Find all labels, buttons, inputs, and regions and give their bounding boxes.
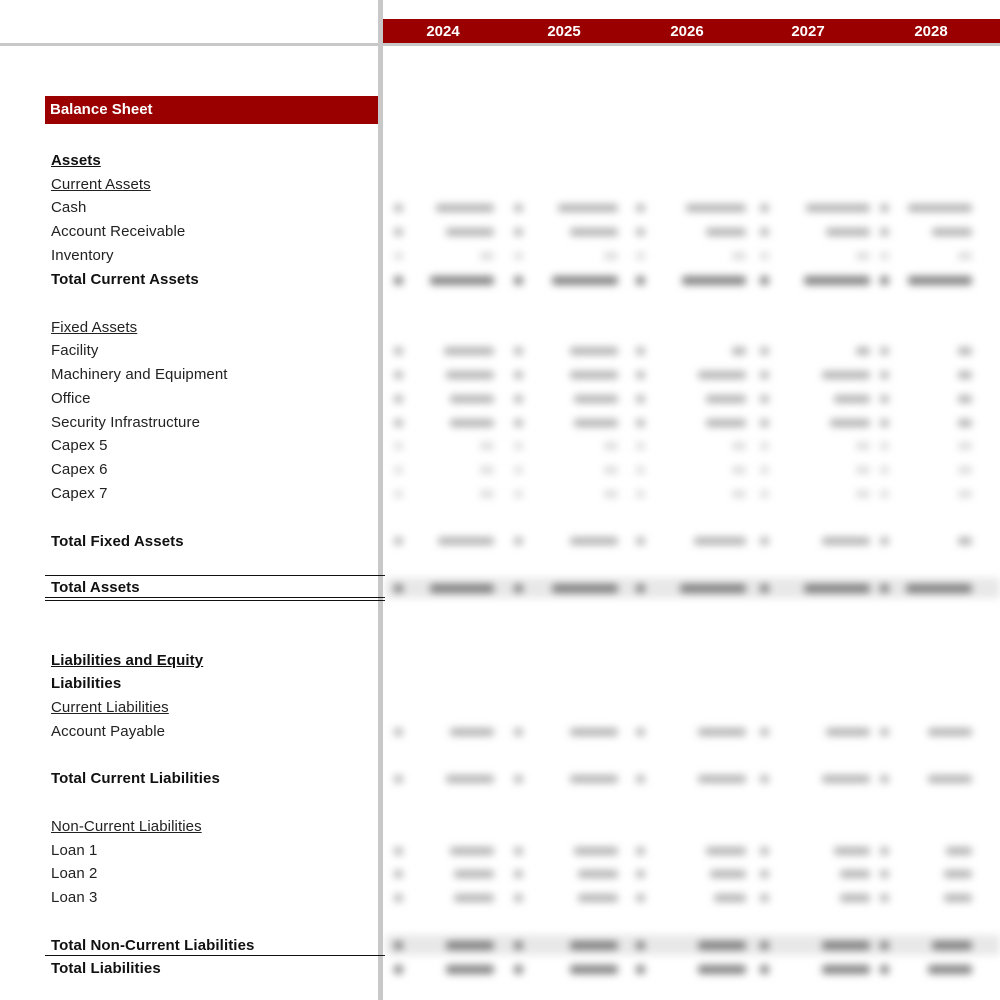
blurred-dollar-sign bbox=[636, 584, 645, 593]
blurred-value-cell bbox=[454, 894, 494, 902]
blurred-value-cell bbox=[840, 894, 870, 902]
row-fixed-assets: Fixed Assets bbox=[51, 319, 138, 336]
row-machinery: Machinery and Equipment bbox=[51, 366, 228, 383]
blurred-value-cell bbox=[822, 775, 870, 783]
blurred-dollar-sign bbox=[636, 537, 645, 545]
blurred-value-cell bbox=[578, 870, 618, 878]
blurred-dollar-sign bbox=[394, 941, 403, 950]
blurred-value-cell bbox=[454, 870, 494, 878]
blurred-dollar-sign bbox=[880, 894, 889, 902]
blurred-value-cell bbox=[958, 466, 972, 474]
blurred-dollar-sign bbox=[880, 728, 889, 736]
frozen-column-divider bbox=[378, 0, 383, 1000]
blurred-value-cell bbox=[710, 870, 746, 878]
blurred-value-cell bbox=[826, 228, 870, 236]
blurred-value-cell bbox=[604, 466, 618, 474]
blurred-dollar-sign bbox=[760, 252, 769, 260]
blurred-dollar-sign bbox=[760, 894, 769, 902]
blurred-value-cell bbox=[430, 276, 494, 285]
blurred-value-cell bbox=[570, 941, 618, 950]
row-loan-2: Loan 2 bbox=[51, 865, 98, 882]
blurred-value-cell bbox=[822, 965, 870, 974]
blurred-value-cell bbox=[446, 228, 494, 236]
blurred-value-cell bbox=[928, 965, 972, 974]
blurred-value-cell bbox=[604, 252, 618, 260]
blurred-dollar-sign bbox=[880, 276, 889, 285]
blurred-dollar-sign bbox=[514, 276, 523, 285]
blurred-dollar-sign bbox=[636, 870, 645, 878]
blurred-value-cell bbox=[446, 371, 494, 379]
blurred-value-cell bbox=[480, 490, 494, 498]
blurred-dollar-sign bbox=[636, 228, 645, 236]
blurred-dollar-sign bbox=[636, 419, 645, 427]
blurred-value-cell bbox=[856, 442, 870, 450]
blurred-dollar-sign bbox=[880, 965, 889, 974]
blurred-dollar-sign bbox=[880, 584, 889, 593]
blurred-value-cell bbox=[946, 847, 972, 855]
blurred-dollar-sign bbox=[636, 847, 645, 855]
row-loan-1: Loan 1 bbox=[51, 842, 98, 859]
blurred-dollar-sign bbox=[880, 347, 889, 355]
blurred-dollar-sign bbox=[514, 204, 523, 212]
blurred-dollar-sign bbox=[514, 466, 523, 474]
row-current-liabilities: Current Liabilities bbox=[51, 699, 169, 716]
blurred-dollar-sign bbox=[514, 419, 523, 427]
blurred-value-cell bbox=[958, 419, 972, 427]
blurred-dollar-sign bbox=[514, 870, 523, 878]
blurred-value-cell bbox=[732, 442, 746, 450]
blurred-value-cell bbox=[570, 775, 618, 783]
blurred-value-cell bbox=[444, 347, 494, 355]
blurred-value-cell bbox=[574, 419, 618, 427]
row-capex-5: Capex 5 bbox=[51, 437, 108, 454]
row-total-fixed-assets: Total Fixed Assets bbox=[51, 533, 184, 550]
blurred-dollar-sign bbox=[880, 228, 889, 236]
blurred-value-cell bbox=[438, 537, 494, 545]
blurred-value-cell bbox=[906, 584, 972, 593]
blurred-dollar-sign bbox=[394, 870, 403, 878]
blurred-dollar-sign bbox=[514, 490, 523, 498]
blurred-dollar-sign bbox=[880, 395, 889, 403]
blurred-value-cell bbox=[480, 466, 494, 474]
blurred-dollar-sign bbox=[636, 204, 645, 212]
blurred-value-cell bbox=[604, 490, 618, 498]
blurred-dollar-sign bbox=[636, 347, 645, 355]
blurred-value-cell bbox=[822, 941, 870, 950]
blurred-value-cell bbox=[932, 941, 972, 950]
blurred-dollar-sign bbox=[514, 347, 523, 355]
blurred-value-cell bbox=[698, 941, 746, 950]
blurred-dollar-sign bbox=[760, 584, 769, 593]
blurred-dollar-sign bbox=[636, 490, 645, 498]
row-total-current-liabilities: Total Current Liabilities bbox=[51, 770, 220, 787]
row-non-current-liabilities: Non-Current Liabilities bbox=[51, 818, 202, 835]
blurred-dollar-sign bbox=[394, 847, 403, 855]
blurred-dollar-sign bbox=[880, 252, 889, 260]
blurred-value-cell bbox=[822, 537, 870, 545]
blurred-value-cell bbox=[944, 870, 972, 878]
blurred-dollar-sign bbox=[880, 941, 889, 950]
blurred-dollar-sign bbox=[760, 537, 769, 545]
blurred-dollar-sign bbox=[880, 537, 889, 545]
blurred-dollar-sign bbox=[760, 442, 769, 450]
blurred-dollar-sign bbox=[760, 347, 769, 355]
blurred-value-cell bbox=[732, 347, 746, 355]
blurred-value-cell bbox=[698, 965, 746, 974]
blurred-value-cell bbox=[706, 847, 746, 855]
blurred-dollar-sign bbox=[636, 371, 645, 379]
blurred-dollar-sign bbox=[760, 228, 769, 236]
blurred-dollar-sign bbox=[760, 870, 769, 878]
blurred-dollar-sign bbox=[514, 252, 523, 260]
blurred-dollar-sign bbox=[636, 395, 645, 403]
blurred-value-cell bbox=[706, 395, 746, 403]
blurred-dollar-sign bbox=[394, 775, 403, 783]
blurred-value-cell bbox=[450, 395, 494, 403]
blurred-dollar-sign bbox=[636, 775, 645, 783]
blurred-dollar-sign bbox=[636, 442, 645, 450]
blurred-value-cell bbox=[450, 847, 494, 855]
blurred-dollar-sign bbox=[514, 537, 523, 545]
blurred-dollar-sign bbox=[514, 371, 523, 379]
blurred-value-cell bbox=[578, 894, 618, 902]
blurred-dollar-sign bbox=[760, 419, 769, 427]
blurred-dollar-sign bbox=[394, 395, 403, 403]
blurred-value-cell bbox=[480, 442, 494, 450]
blurred-values-area bbox=[386, 180, 1000, 1000]
total-assets-top-rule bbox=[45, 575, 385, 576]
blurred-dollar-sign bbox=[514, 395, 523, 403]
blurred-dollar-sign bbox=[880, 419, 889, 427]
blurred-dollar-sign bbox=[394, 419, 403, 427]
blurred-value-cell bbox=[834, 395, 870, 403]
blurred-dollar-sign bbox=[394, 965, 403, 974]
row-account-receivable: Account Receivable bbox=[51, 223, 186, 240]
blurred-value-cell bbox=[570, 965, 618, 974]
blurred-value-cell bbox=[552, 276, 618, 285]
row-account-payable: Account Payable bbox=[51, 723, 166, 740]
row-security-infrastructure: Security Infrastructure bbox=[51, 414, 201, 431]
blurred-dollar-sign bbox=[394, 442, 403, 450]
blurred-dollar-sign bbox=[636, 466, 645, 474]
blurred-dollar-sign bbox=[394, 466, 403, 474]
blurred-dollar-sign bbox=[394, 204, 403, 212]
year-header-2028: 2028 bbox=[914, 23, 948, 40]
blurred-value-cell bbox=[570, 371, 618, 379]
blurred-dollar-sign bbox=[636, 252, 645, 260]
blurred-dollar-sign bbox=[394, 728, 403, 736]
blurred-value-cell bbox=[840, 870, 870, 878]
blurred-value-cell bbox=[570, 537, 618, 545]
total-liabilities-top-rule bbox=[45, 955, 385, 956]
blurred-dollar-sign bbox=[880, 490, 889, 498]
blurred-dollar-sign bbox=[636, 941, 645, 950]
blurred-dollar-sign bbox=[394, 252, 403, 260]
blurred-value-cell bbox=[856, 252, 870, 260]
blurred-value-cell bbox=[574, 847, 618, 855]
blurred-dollar-sign bbox=[514, 728, 523, 736]
year-header-2025: 2025 bbox=[547, 23, 581, 40]
blurred-dollar-sign bbox=[636, 276, 645, 285]
blurred-value-cell bbox=[830, 419, 870, 427]
blurred-value-cell bbox=[446, 965, 494, 974]
row-liabilities-and-equity: Liabilities and Equity bbox=[51, 652, 204, 669]
blurred-value-cell bbox=[806, 204, 870, 212]
blurred-dollar-sign bbox=[760, 775, 769, 783]
row-total-current-assets: Total Current Assets bbox=[51, 271, 199, 288]
row-inventory: Inventory bbox=[51, 247, 114, 264]
blurred-value-cell bbox=[686, 204, 746, 212]
blurred-value-cell bbox=[856, 347, 870, 355]
blurred-value-cell bbox=[682, 276, 746, 285]
blurred-dollar-sign bbox=[880, 847, 889, 855]
blurred-value-cell bbox=[698, 728, 746, 736]
blurred-value-cell bbox=[958, 537, 972, 545]
blurred-dollar-sign bbox=[880, 466, 889, 474]
row-assets: Assets bbox=[51, 152, 101, 169]
blurred-value-cell bbox=[856, 466, 870, 474]
blurred-value-cell bbox=[958, 490, 972, 498]
blurred-dollar-sign bbox=[760, 965, 769, 974]
blurred-value-cell bbox=[834, 847, 870, 855]
blurred-dollar-sign bbox=[880, 442, 889, 450]
row-facility: Facility bbox=[51, 342, 99, 359]
blurred-value-cell bbox=[944, 894, 972, 902]
blurred-dollar-sign bbox=[394, 347, 403, 355]
total-assets-double-rule-1 bbox=[45, 597, 385, 598]
blurred-dollar-sign bbox=[394, 537, 403, 545]
year-header-2026: 2026 bbox=[670, 23, 704, 40]
row-total-assets: Total Assets bbox=[51, 579, 140, 596]
row-capex-6: Capex 6 bbox=[51, 461, 108, 478]
blurred-value-cell bbox=[732, 466, 746, 474]
blurred-value-cell bbox=[958, 347, 972, 355]
blurred-value-cell bbox=[570, 228, 618, 236]
blurred-value-cell bbox=[698, 775, 746, 783]
year-header-2024: 2024 bbox=[426, 23, 460, 40]
blurred-dollar-sign bbox=[760, 490, 769, 498]
total-assets-double-rule-2 bbox=[45, 600, 385, 601]
blurred-dollar-sign bbox=[880, 775, 889, 783]
blurred-dollar-sign bbox=[760, 466, 769, 474]
blurred-value-cell bbox=[558, 204, 618, 212]
blurred-dollar-sign bbox=[394, 371, 403, 379]
blurred-value-cell bbox=[856, 490, 870, 498]
row-liabilities: Liabilities bbox=[51, 675, 122, 692]
blurred-value-cell bbox=[928, 775, 972, 783]
blurred-dollar-sign bbox=[514, 847, 523, 855]
blurred-dollar-sign bbox=[514, 442, 523, 450]
blurred-value-cell bbox=[928, 728, 972, 736]
blurred-dollar-sign bbox=[394, 228, 403, 236]
blurred-value-cell bbox=[932, 228, 972, 236]
blurred-dollar-sign bbox=[514, 228, 523, 236]
blurred-dollar-sign bbox=[394, 276, 403, 285]
blurred-dollar-sign bbox=[760, 371, 769, 379]
blurred-value-cell bbox=[446, 941, 494, 950]
blurred-dollar-sign bbox=[636, 728, 645, 736]
blurred-dollar-sign bbox=[760, 204, 769, 212]
blurred-value-cell bbox=[480, 252, 494, 260]
blurred-value-cell bbox=[436, 204, 494, 212]
blurred-dollar-sign bbox=[880, 204, 889, 212]
row-cash: Cash bbox=[51, 199, 87, 216]
blurred-dollar-sign bbox=[760, 276, 769, 285]
blurred-dollar-sign bbox=[636, 894, 645, 902]
blurred-value-cell bbox=[570, 347, 618, 355]
blurred-value-cell bbox=[680, 584, 746, 593]
blurred-value-cell bbox=[804, 584, 870, 593]
blurred-dollar-sign bbox=[760, 847, 769, 855]
blurred-value-cell bbox=[446, 775, 494, 783]
blurred-dollar-sign bbox=[514, 584, 523, 593]
blurred-value-cell bbox=[908, 276, 972, 285]
blurred-dollar-sign bbox=[760, 941, 769, 950]
blurred-value-cell bbox=[552, 584, 618, 593]
blurred-value-cell bbox=[698, 371, 746, 379]
blurred-dollar-sign bbox=[636, 965, 645, 974]
blurred-value-cell bbox=[450, 419, 494, 427]
blurred-dollar-sign bbox=[760, 728, 769, 736]
blurred-value-cell bbox=[822, 371, 870, 379]
blurred-dollar-sign bbox=[880, 371, 889, 379]
blurred-value-cell bbox=[604, 442, 618, 450]
blurred-value-cell bbox=[958, 442, 972, 450]
year-header-2027: 2027 bbox=[791, 23, 825, 40]
blurred-value-cell bbox=[732, 252, 746, 260]
row-total-non-current-liabilities: Total Non-Current Liabilities bbox=[51, 937, 255, 954]
blurred-value-cell bbox=[908, 204, 972, 212]
header-divider bbox=[0, 43, 1000, 46]
row-current-assets: Current Assets bbox=[51, 176, 151, 193]
blurred-value-cell bbox=[430, 584, 494, 593]
blurred-dollar-sign bbox=[394, 490, 403, 498]
blurred-value-cell bbox=[574, 395, 618, 403]
blurred-value-cell bbox=[804, 276, 870, 285]
blurred-value-cell bbox=[958, 395, 972, 403]
row-office: Office bbox=[51, 390, 91, 407]
blurred-value-cell bbox=[706, 228, 746, 236]
blurred-value-cell bbox=[694, 537, 746, 545]
blurred-value-cell bbox=[714, 894, 746, 902]
year-header-bar bbox=[383, 19, 1000, 43]
blurred-value-cell bbox=[826, 728, 870, 736]
blurred-dollar-sign bbox=[880, 870, 889, 878]
blurred-dollar-sign bbox=[514, 775, 523, 783]
blurred-value-cell bbox=[732, 490, 746, 498]
blurred-value-cell bbox=[570, 728, 618, 736]
blurred-dollar-sign bbox=[514, 965, 523, 974]
row-loan-3: Loan 3 bbox=[51, 889, 98, 906]
blurred-dollar-sign bbox=[394, 894, 403, 902]
blurred-dollar-sign bbox=[514, 941, 523, 950]
blurred-dollar-sign bbox=[394, 584, 403, 593]
section-title: Balance Sheet bbox=[45, 96, 378, 124]
blurred-dollar-sign bbox=[514, 894, 523, 902]
blurred-dollar-sign bbox=[760, 395, 769, 403]
blurred-value-cell bbox=[958, 371, 972, 379]
blurred-value-cell bbox=[958, 252, 972, 260]
blurred-value-cell bbox=[450, 728, 494, 736]
row-total-liabilities: Total Liabilities bbox=[51, 960, 161, 977]
blurred-value-cell bbox=[706, 419, 746, 427]
row-capex-7: Capex 7 bbox=[51, 485, 108, 502]
